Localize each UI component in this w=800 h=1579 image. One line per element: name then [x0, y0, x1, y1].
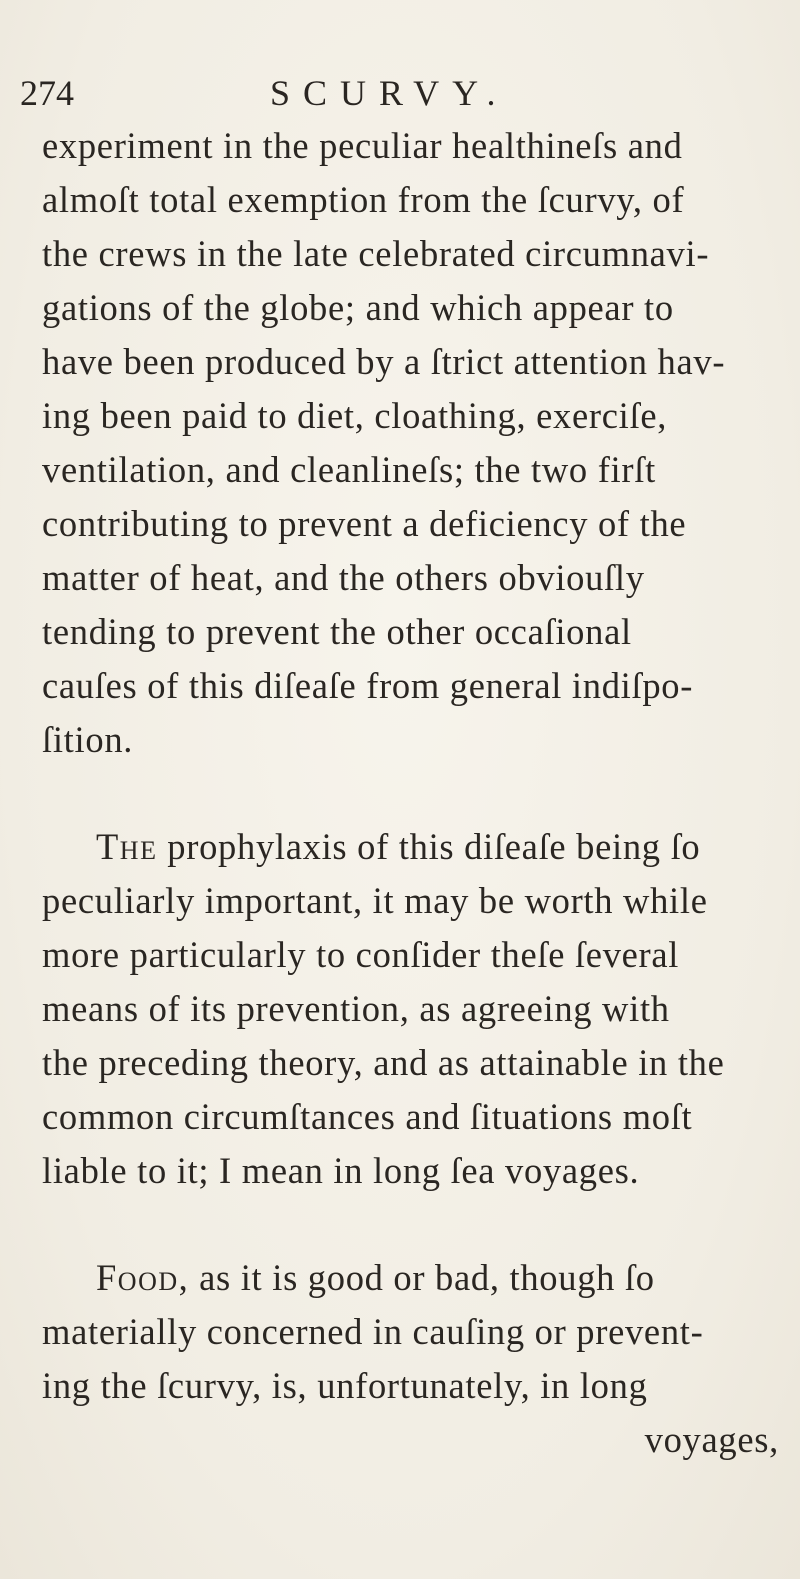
- text-line: means of its prevention, as agreeing with: [42, 988, 670, 1029]
- text-line: the crews in the late celebrated circumnavi-: [42, 233, 710, 274]
- text-line: gations of the globe; and which appear to: [42, 287, 674, 328]
- text-line: common circumſtances and ſituations moſt: [42, 1096, 693, 1137]
- body-text: [42, 119, 782, 1467]
- line-text: prophylaxis of this diſeaſe being ſo: [157, 826, 701, 867]
- running-head: [20, 72, 520, 122]
- text-line: liable to it; I mean in long ſea voyages.: [42, 1150, 640, 1191]
- running-title: SCURVY.: [270, 73, 509, 113]
- text-line: the preceding theory, and as attainable in the: [42, 1042, 725, 1083]
- text-line: ing the ſcurvy, is, unfortunately, in long: [42, 1365, 648, 1406]
- page-number: 274: [20, 73, 74, 113]
- text-line: ſition.: [42, 719, 134, 760]
- text-line: cauſes of this diſeaſe from general indiſpo-: [42, 665, 694, 706]
- text-line: ventilation, and cleanlineſs; the two firſt: [42, 449, 656, 490]
- text-line: ing been paid to diet, cloathing, exerciſe,: [42, 395, 668, 436]
- text-line: tending to prevent the other occaſional: [42, 611, 632, 652]
- text-line: materially concerned in cauſing or prevent-: [42, 1311, 704, 1352]
- lead-word: Food,: [96, 1257, 190, 1298]
- text-line: almoſt total exemption from the ſcurvy, of: [42, 179, 685, 220]
- text-line: [42, 820, 782, 874]
- paragraph-3: [42, 1251, 782, 1467]
- paragraph-1: [42, 119, 782, 767]
- catchword: voyages,: [644, 1419, 779, 1460]
- paragraph-gap: [42, 1198, 782, 1251]
- text-line: experiment in the peculiar healthineſs and: [42, 125, 683, 166]
- paragraph-gap: [42, 767, 782, 820]
- text-line: more particularly to conſider theſe ſeveral: [42, 934, 680, 975]
- text-line: contributing to prevent a deficiency of the: [42, 503, 687, 544]
- text-line: matter of heat, and the others obviouſly: [42, 557, 645, 598]
- text-line: [42, 1251, 782, 1305]
- line-text: as it is good or bad, though ſo: [189, 1257, 655, 1298]
- paragraph-2: [42, 820, 782, 1198]
- text-line: peculiarly important, it may be worth while: [42, 880, 708, 921]
- text-line: have been produced by a ſtrict attention hav-: [42, 341, 726, 382]
- lead-word: The: [96, 826, 158, 867]
